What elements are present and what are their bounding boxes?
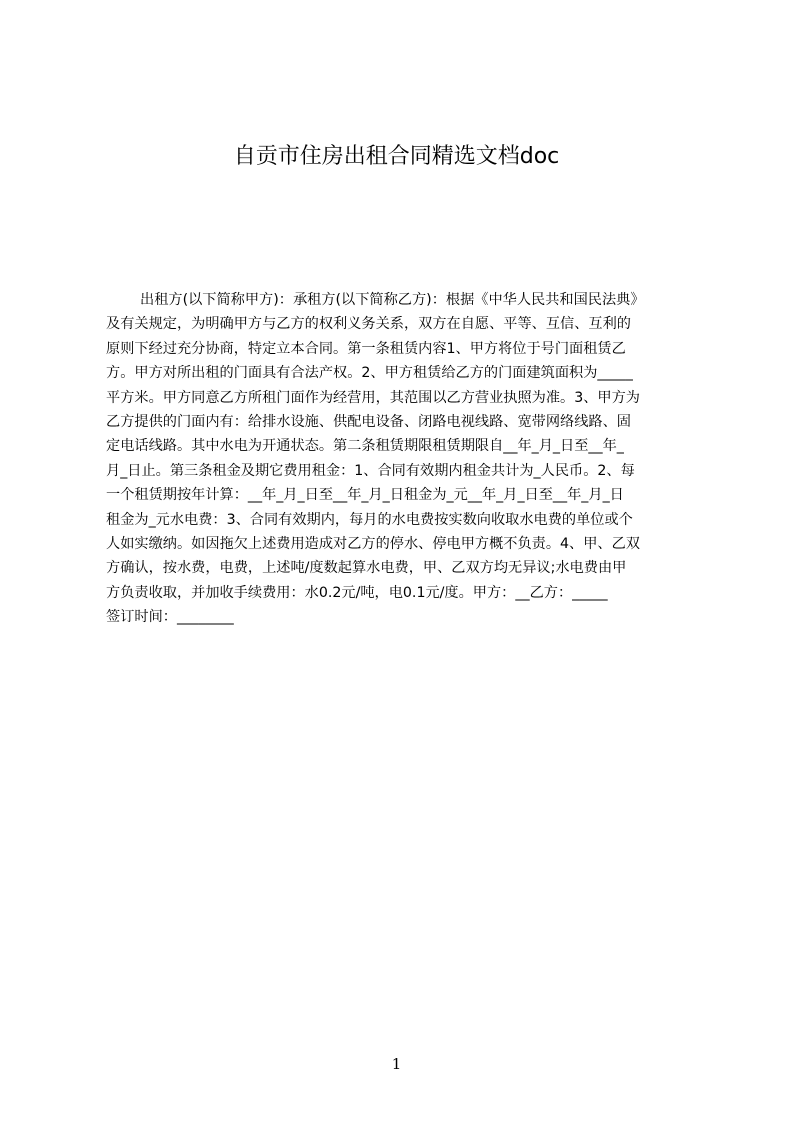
body-line: 原则下经过充分协商，特定立本合同。第一条租赁内容1、甲方将位于号门面租赁乙	[106, 340, 626, 357]
body-line: 平方米。甲方同意乙方所租门面作为经营用，其范围以乙方营业执照为准。3、甲方为	[106, 389, 640, 406]
body-line: 月_日止。第三条租金及期它费用租金：1、合同有效期内租金共计为_人民币。2、每	[106, 462, 635, 479]
page-number: 1	[391, 1055, 402, 1073]
signing-date-line: 签订时间：________	[106, 609, 234, 626]
body-line: 定电话线路。其中水电为开通状态。第二条租赁期限租赁期限自__年_月_日至__年_	[106, 438, 624, 455]
body-line: 出租方(以下简称甲方)：承租方(以下简称乙方)：根据《中华人民共和国民法典》	[140, 292, 645, 308]
body-line: 方。甲方对所出租的门面具有合法产权。2、甲方租赁给乙方的门面建筑面积为_____	[106, 365, 633, 382]
body-line: 及有关规定，为明确甲方与乙方的权利义务关系，双方在自愿、平等、互信、互利的	[106, 316, 631, 333]
document-title: 自贡市住房出租合同精选文档doc	[233, 144, 560, 169]
body-line: 乙方提供的门面内有：给排水设施、供配电设备、闭路电视线路、宽带网络线路、固	[106, 413, 631, 430]
body-line: 方负责收取，并加收手续费用：水0.2元/吨，电0.1元/度。甲方：__乙方：_____	[106, 584, 608, 601]
body-line: 方确认，按水费，电费，上述吨/度数起算水电费，甲、乙双方均无异议;水电费由甲	[106, 560, 627, 577]
body-line: 租金为_元水电费：3、合同有效期内，每月的水电费按实数向收取水电费的单位或个	[106, 511, 633, 528]
contract-body	[106, 288, 698, 668]
body-line: 人如实缴纳。如因拖欠上述费用造成对乙方的停水、停电甲方概不负责。4、甲、乙双	[106, 535, 640, 552]
body-line: 一个租赁期按年计算：__年_月_日至__年_月_日租金为_元__年_月_日至__年_月_日	[106, 487, 624, 504]
